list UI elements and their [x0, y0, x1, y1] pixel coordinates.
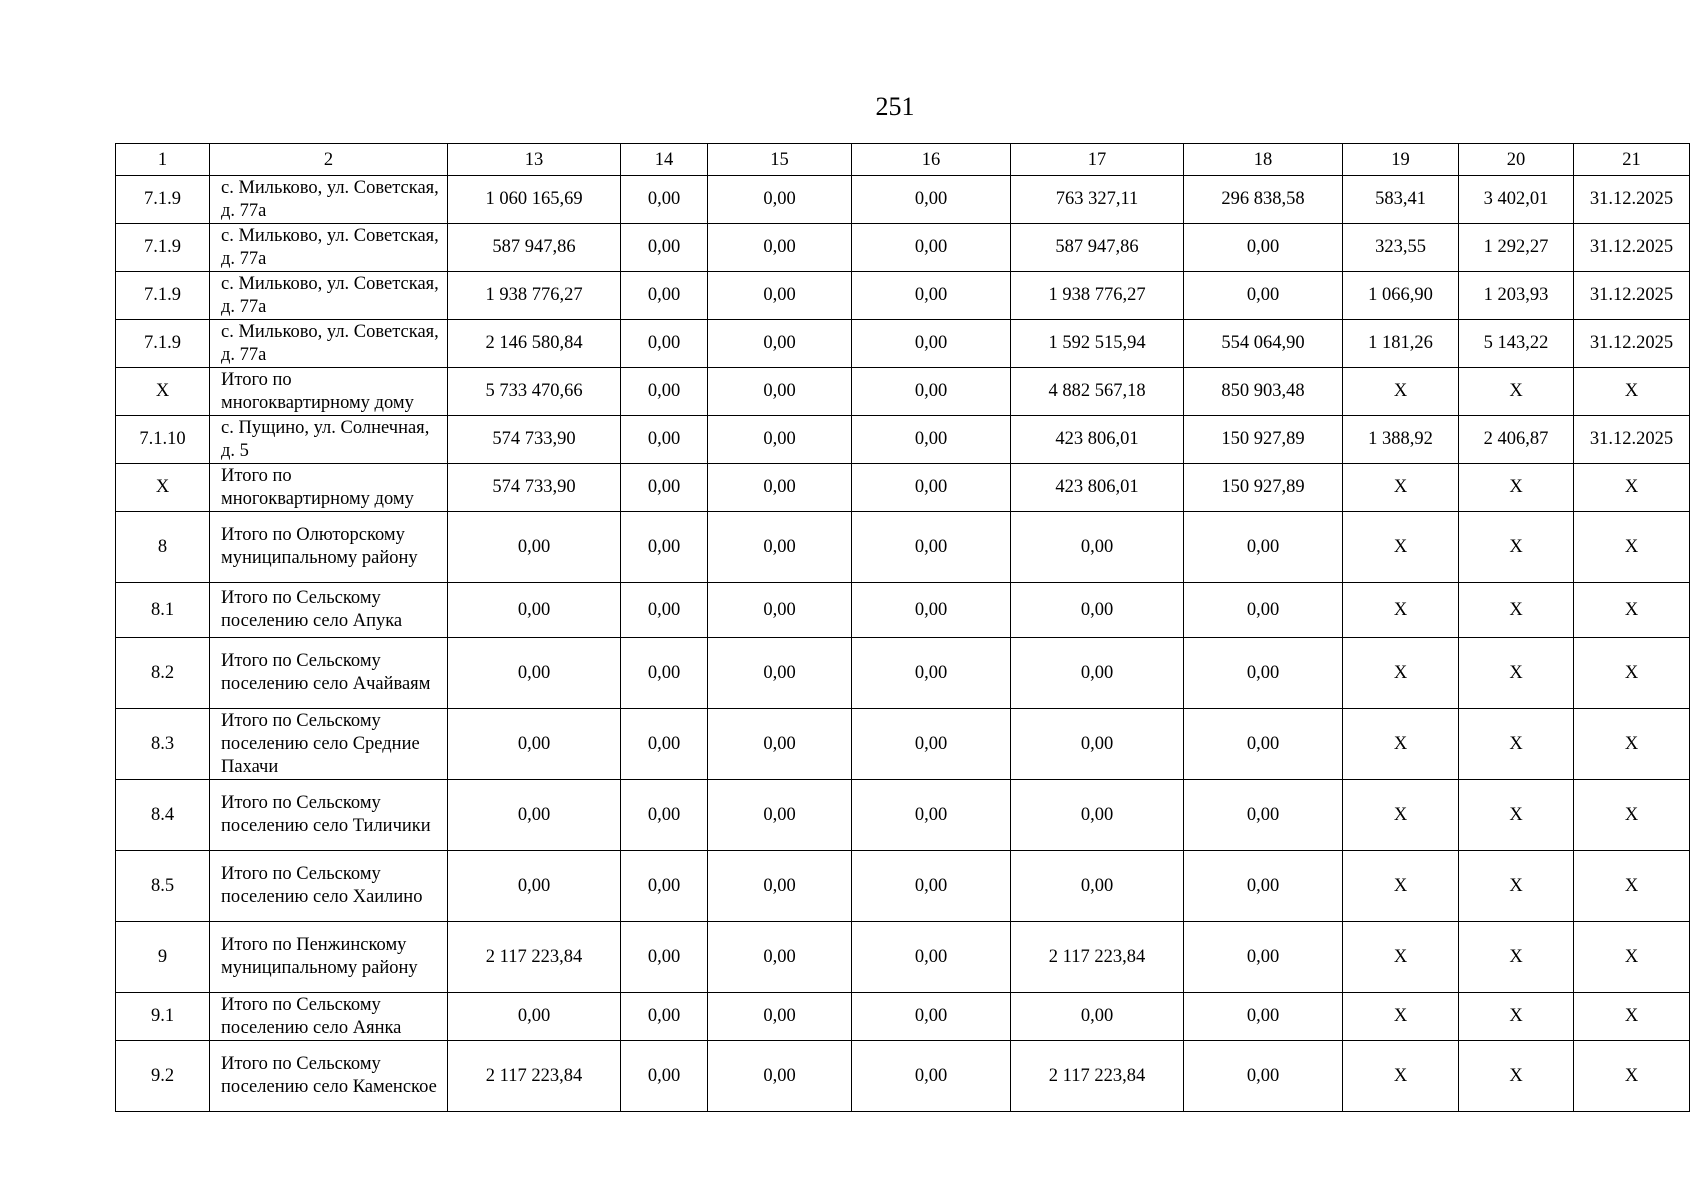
value-cell: X	[1459, 368, 1574, 416]
row-number-cell: 7.1.9	[116, 224, 210, 272]
value-cell: X	[1343, 993, 1459, 1041]
value-cell: 1 181,26	[1343, 320, 1459, 368]
value-cell: 0,00	[448, 638, 621, 709]
row-number-cell: X	[116, 464, 210, 512]
value-cell: 1 060 165,69	[448, 176, 621, 224]
table-row	[116, 922, 1690, 993]
value-cell: 0,00	[1011, 638, 1184, 709]
table-row	[116, 993, 1690, 1041]
value-cell: 3 402,01	[1459, 176, 1574, 224]
row-number-cell: 7.1.9	[116, 176, 210, 224]
value-cell: 850 903,48	[1184, 368, 1343, 416]
value-cell: 0,00	[708, 224, 852, 272]
value-cell: X	[1459, 709, 1574, 780]
value-cell: 5 733 470,66	[448, 368, 621, 416]
address-cell: Итого по Сельскому поселению село Средние Пахачи	[210, 709, 448, 780]
value-cell: 0,00	[708, 320, 852, 368]
value-cell: 0,00	[1011, 993, 1184, 1041]
value-cell: 0,00	[621, 851, 708, 922]
value-cell: X	[1574, 583, 1690, 638]
value-cell: 0,00	[621, 224, 708, 272]
value-cell: 31.12.2025	[1574, 416, 1690, 464]
value-cell: 31.12.2025	[1574, 176, 1690, 224]
value-cell: X	[1574, 709, 1690, 780]
value-cell: X	[1343, 464, 1459, 512]
page-number: 251	[875, 92, 915, 121]
table-row	[116, 851, 1690, 922]
column-header: 16	[852, 144, 1011, 176]
value-cell: 0,00	[852, 368, 1011, 416]
row-number-cell: 8.1	[116, 583, 210, 638]
value-cell: 0,00	[708, 176, 852, 224]
value-cell: 0,00	[621, 512, 708, 583]
value-cell: 0,00	[1184, 224, 1343, 272]
row-number-cell: 8.4	[116, 780, 210, 851]
address-cell: с. Мильково, ул. Советская, д. 77а	[210, 272, 448, 320]
value-cell: 0,00	[852, 1041, 1011, 1112]
table-row	[116, 464, 1690, 512]
value-cell: 0,00	[1184, 1041, 1343, 1112]
value-cell: 0,00	[852, 851, 1011, 922]
value-cell: 0,00	[448, 512, 621, 583]
address-cell: Итого по Сельскому поселению село Хаилино	[210, 851, 448, 922]
value-cell: 0,00	[621, 780, 708, 851]
value-cell: X	[1459, 780, 1574, 851]
value-cell: 574 733,90	[448, 464, 621, 512]
value-cell: X	[1343, 851, 1459, 922]
table-row	[116, 416, 1690, 464]
value-cell: 0,00	[621, 993, 708, 1041]
value-cell: 0,00	[448, 583, 621, 638]
value-cell: 5 143,22	[1459, 320, 1574, 368]
value-cell: 31.12.2025	[1574, 224, 1690, 272]
value-cell: 0,00	[852, 583, 1011, 638]
value-cell: 1 292,27	[1459, 224, 1574, 272]
value-cell: X	[1343, 922, 1459, 993]
address-cell: Итого по многоквартирному дому	[210, 464, 448, 512]
value-cell: X	[1459, 583, 1574, 638]
value-cell: X	[1459, 922, 1574, 993]
value-cell: 0,00	[1184, 512, 1343, 583]
row-number-cell: 8.5	[116, 851, 210, 922]
value-cell: X	[1343, 780, 1459, 851]
table-row	[116, 224, 1690, 272]
address-cell: с. Мильково, ул. Советская, д. 77а	[210, 320, 448, 368]
value-cell: 0,00	[621, 368, 708, 416]
value-cell: 0,00	[852, 922, 1011, 993]
value-cell: 0,00	[1011, 780, 1184, 851]
value-cell: X	[1574, 638, 1690, 709]
row-number-cell: 8.2	[116, 638, 210, 709]
value-cell: 0,00	[852, 320, 1011, 368]
value-cell: 296 838,58	[1184, 176, 1343, 224]
value-cell: 0,00	[448, 993, 621, 1041]
column-header: 18	[1184, 144, 1343, 176]
value-cell: 0,00	[708, 512, 852, 583]
row-number-cell: 8.3	[116, 709, 210, 780]
address-cell: Итого по Сельскому поселению село Апука	[210, 583, 448, 638]
value-cell: 0,00	[708, 368, 852, 416]
address-cell: Итого по Сельскому поселению село Тиличики	[210, 780, 448, 851]
value-cell: 1 066,90	[1343, 272, 1459, 320]
value-cell: 0,00	[852, 224, 1011, 272]
table-header-row	[116, 144, 1690, 176]
value-cell: 2 117 223,84	[1011, 922, 1184, 993]
address-cell: с. Пущино, ул. Солнечная, д. 5	[210, 416, 448, 464]
data-table	[115, 143, 1690, 1112]
value-cell: X	[1459, 1041, 1574, 1112]
value-cell: X	[1343, 368, 1459, 416]
row-number-cell: X	[116, 368, 210, 416]
value-cell: X	[1343, 512, 1459, 583]
table-row	[116, 512, 1690, 583]
value-cell: 0,00	[1184, 993, 1343, 1041]
value-cell: 0,00	[708, 464, 852, 512]
value-cell: 0,00	[1184, 922, 1343, 993]
value-cell: 0,00	[621, 464, 708, 512]
value-cell: X	[1574, 993, 1690, 1041]
row-number-cell: 9.1	[116, 993, 210, 1041]
address-cell: Итого по Сельскому поселению село Каменское	[210, 1041, 448, 1112]
value-cell: 150 927,89	[1184, 416, 1343, 464]
value-cell: 0,00	[621, 638, 708, 709]
value-cell: 0,00	[448, 851, 621, 922]
value-cell: 4 882 567,18	[1011, 368, 1184, 416]
value-cell: 554 064,90	[1184, 320, 1343, 368]
row-number-cell: 7.1.9	[116, 272, 210, 320]
table-row	[116, 368, 1690, 416]
address-cell: Итого по Пенжинскому муниципальному району	[210, 922, 448, 993]
value-cell: 2 117 223,84	[448, 922, 621, 993]
value-cell: 323,55	[1343, 224, 1459, 272]
value-cell: 0,00	[1011, 709, 1184, 780]
value-cell: 0,00	[852, 416, 1011, 464]
value-cell: 0,00	[621, 320, 708, 368]
value-cell: 31.12.2025	[1574, 320, 1690, 368]
table-row	[116, 176, 1690, 224]
value-cell: X	[1574, 368, 1690, 416]
value-cell: 0,00	[1011, 851, 1184, 922]
value-cell: 0,00	[1184, 272, 1343, 320]
table-row	[116, 1041, 1690, 1112]
value-cell: 1 938 776,27	[448, 272, 621, 320]
value-cell: X	[1574, 922, 1690, 993]
row-number-cell: 9.2	[116, 1041, 210, 1112]
value-cell: X	[1459, 993, 1574, 1041]
value-cell: 2 146 580,84	[448, 320, 621, 368]
value-cell: X	[1574, 464, 1690, 512]
value-cell: X	[1459, 464, 1574, 512]
value-cell: 0,00	[1184, 709, 1343, 780]
column-header: 1	[116, 144, 210, 176]
value-cell: 0,00	[1184, 583, 1343, 638]
value-cell: 2 117 223,84	[1011, 1041, 1184, 1112]
column-header: 15	[708, 144, 852, 176]
value-cell: X	[1574, 780, 1690, 851]
value-cell: 0,00	[1184, 638, 1343, 709]
value-cell: X	[1574, 1041, 1690, 1112]
value-cell: 583,41	[1343, 176, 1459, 224]
column-header: 13	[448, 144, 621, 176]
value-cell: 0,00	[852, 709, 1011, 780]
table-row	[116, 709, 1690, 780]
value-cell: 0,00	[708, 416, 852, 464]
row-number-cell: 9	[116, 922, 210, 993]
value-cell: 0,00	[621, 272, 708, 320]
column-header: 2	[210, 144, 448, 176]
value-cell: 0,00	[621, 709, 708, 780]
value-cell: 0,00	[1184, 780, 1343, 851]
address-cell: Итого по многоквартирному дому	[210, 368, 448, 416]
value-cell: X	[1343, 1041, 1459, 1112]
value-cell: 1 388,92	[1343, 416, 1459, 464]
value-cell: 0,00	[852, 176, 1011, 224]
value-cell: 0,00	[708, 272, 852, 320]
table-row	[116, 320, 1690, 368]
value-cell: 0,00	[708, 1041, 852, 1112]
value-cell: 0,00	[708, 851, 852, 922]
address-cell: Итого по Олюторскому муниципальному району	[210, 512, 448, 583]
table-row	[116, 583, 1690, 638]
value-cell: 0,00	[448, 780, 621, 851]
address-cell: Итого по Сельскому поселению село Ачайваям	[210, 638, 448, 709]
value-cell: 0,00	[621, 416, 708, 464]
table-row	[116, 780, 1690, 851]
value-cell: 1 592 515,94	[1011, 320, 1184, 368]
value-cell: 587 947,86	[448, 224, 621, 272]
value-cell: 587 947,86	[1011, 224, 1184, 272]
value-cell: X	[1343, 709, 1459, 780]
value-cell: X	[1459, 512, 1574, 583]
value-cell: 1 938 776,27	[1011, 272, 1184, 320]
value-cell: 0,00	[708, 638, 852, 709]
table-row	[116, 272, 1690, 320]
value-cell: 423 806,01	[1011, 416, 1184, 464]
value-cell: X	[1574, 512, 1690, 583]
value-cell: 0,00	[708, 922, 852, 993]
row-number-cell: 7.1.9	[116, 320, 210, 368]
address-cell: с. Мильково, ул. Советская, д. 77а	[210, 176, 448, 224]
value-cell: 423 806,01	[1011, 464, 1184, 512]
table-row	[116, 638, 1690, 709]
value-cell: 2 117 223,84	[448, 1041, 621, 1112]
value-cell: 0,00	[852, 780, 1011, 851]
value-cell: 31.12.2025	[1574, 272, 1690, 320]
column-header: 19	[1343, 144, 1459, 176]
value-cell: X	[1343, 583, 1459, 638]
value-cell: 0,00	[621, 922, 708, 993]
value-cell: 0,00	[852, 993, 1011, 1041]
value-cell: X	[1459, 638, 1574, 709]
row-number-cell: 7.1.10	[116, 416, 210, 464]
value-cell: 2 406,87	[1459, 416, 1574, 464]
value-cell: 0,00	[708, 780, 852, 851]
value-cell: 0,00	[1011, 512, 1184, 583]
value-cell: 0,00	[852, 638, 1011, 709]
value-cell: 150 927,89	[1184, 464, 1343, 512]
value-cell: X	[1574, 851, 1690, 922]
column-header: 14	[621, 144, 708, 176]
value-cell: 0,00	[708, 583, 852, 638]
value-cell: 1 203,93	[1459, 272, 1574, 320]
row-number-cell: 8	[116, 512, 210, 583]
column-header: 20	[1459, 144, 1574, 176]
value-cell: 763 327,11	[1011, 176, 1184, 224]
value-cell: X	[1343, 638, 1459, 709]
value-cell: 0,00	[621, 583, 708, 638]
value-cell: 574 733,90	[448, 416, 621, 464]
value-cell: 0,00	[852, 272, 1011, 320]
address-cell: Итого по Сельскому поселению село Аянка	[210, 993, 448, 1041]
address-cell: с. Мильково, ул. Советская, д. 77а	[210, 224, 448, 272]
value-cell: 0,00	[852, 512, 1011, 583]
value-cell: 0,00	[1011, 583, 1184, 638]
value-cell: 0,00	[448, 709, 621, 780]
value-cell: 0,00	[621, 176, 708, 224]
value-cell: 0,00	[852, 464, 1011, 512]
value-cell: 0,00	[621, 1041, 708, 1112]
value-cell: X	[1459, 851, 1574, 922]
column-header: 21	[1574, 144, 1690, 176]
column-header: 17	[1011, 144, 1184, 176]
value-cell: 0,00	[708, 709, 852, 780]
value-cell: 0,00	[708, 993, 852, 1041]
value-cell: 0,00	[1184, 851, 1343, 922]
